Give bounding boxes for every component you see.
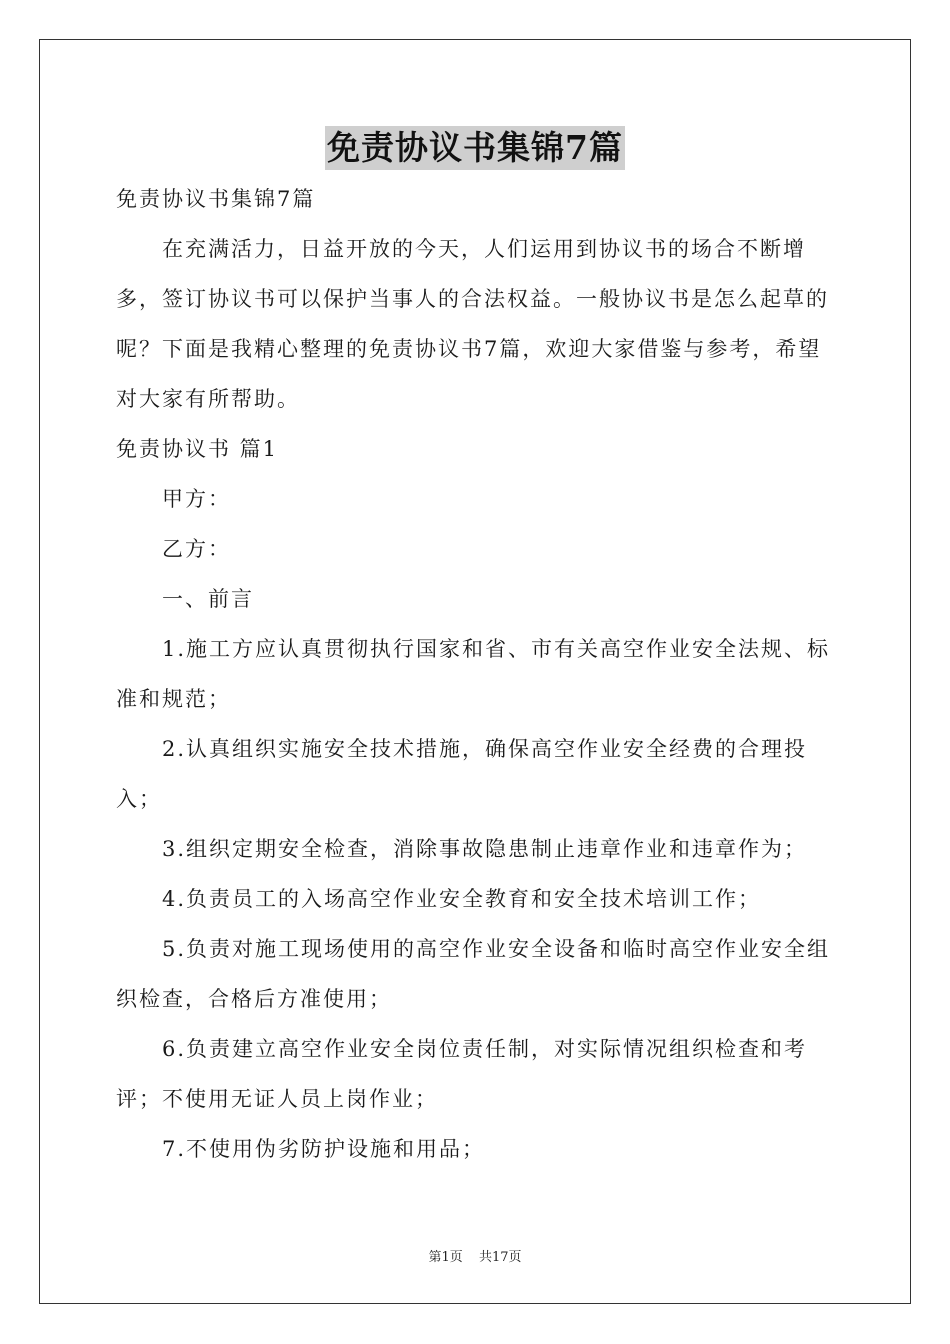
section-heading: 免责协议书 篇1: [116, 437, 279, 461]
document-body: [116, 174, 836, 1174]
clause-1: 1.施工方应认真贯彻执行国家和省、市有关高空作业安全法规、标准和规范；: [116, 637, 831, 711]
page-footer: [0, 1246, 950, 1265]
clause-2: 2.认真组织实施安全技术措施，确保高空作业安全经费的合理投入；: [116, 737, 808, 811]
intro-paragraph: 在充满活力，日益开放的今天，人们运用到协议书的场合不断增多，签订协议书可以保护当事人的合法权益。一般协议书是怎么起草的呢？下面是我精心整理的免责协议书7篇，欢迎大家借鉴与参考，希望对大家有所帮助。: [116, 237, 829, 411]
clause-5: 5.负责对施工现场使用的高空作业安全设备和临时高空作业安全组织检查，合格后方准使用；: [116, 937, 831, 1011]
clause-3: 3.组织定期安全检查，消除事故隐患制止违章作业和违章作为；: [162, 837, 808, 861]
page-number: 第1页: [428, 1250, 463, 1265]
party-b-line: 乙方：: [162, 537, 231, 561]
preface-heading: 一、前言: [162, 587, 254, 611]
clause-6: 6.负责建立高空作业安全岗位责任制，对实际情况组织检查和考评；不使用无证人员上岗作业；: [116, 1037, 808, 1111]
clause-7: 7.不使用伪劣防护设施和用品；: [162, 1137, 486, 1161]
page-total: 共17页: [478, 1250, 522, 1265]
document-title: [0, 126, 950, 170]
clause-4: 4.负责员工的入场高空作业安全教育和安全技术培训工作；: [162, 887, 762, 911]
document-title-text: 免责协议书集锦7篇: [325, 126, 625, 170]
party-a-line: 甲方：: [162, 487, 231, 511]
subtitle-line: 免责协议书集锦7篇: [116, 187, 316, 211]
